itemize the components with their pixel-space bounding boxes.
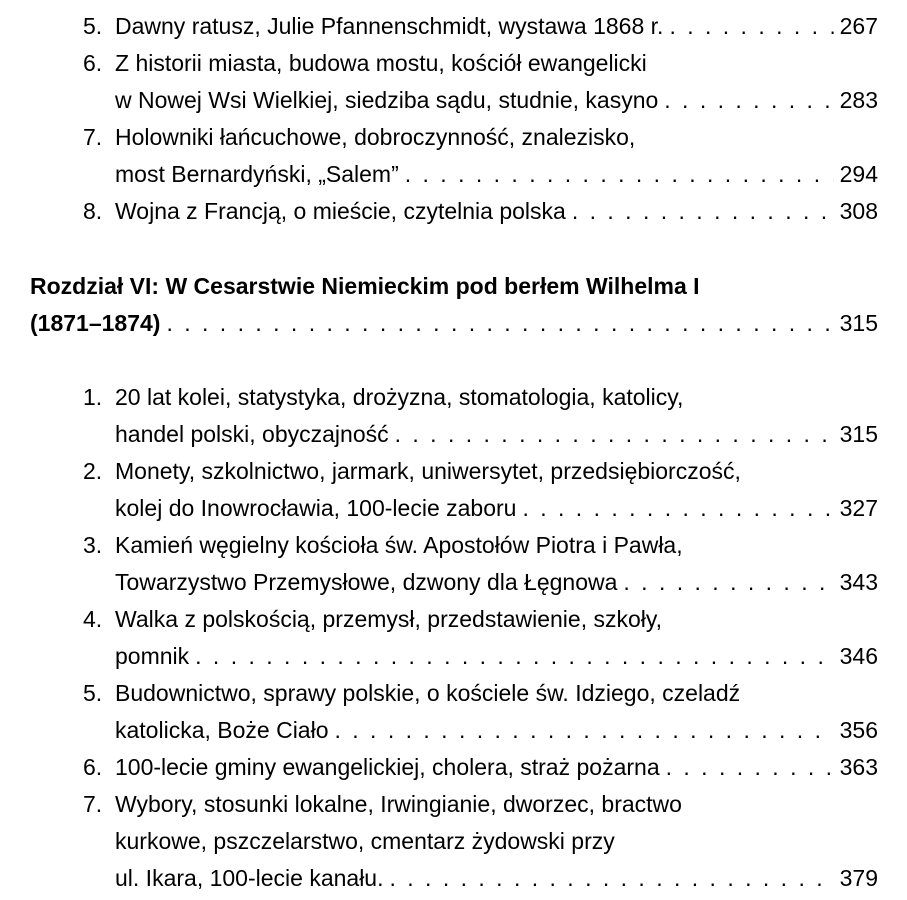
page-number: 308 [839,198,878,224]
chapter-entry-4[interactable] [83,601,878,675]
entry-title-line2: most Bernardyński, „Salem” [115,161,399,187]
chapter-heading[interactable] [30,268,878,342]
toc-entry-6[interactable] [83,45,878,119]
chapter-entry-2[interactable] [83,453,878,527]
toc-entry-8[interactable] [83,193,878,230]
entry-number: 7. [83,124,103,150]
chapter-entry-7[interactable] [83,786,878,897]
page-number: 363 [839,754,878,780]
page-number: 267 [839,13,878,39]
entry-title-line1: 20 lat kolei, statystyka, drożyzna, stomatologia, katolicy, [115,384,684,410]
entry-title-line1: Walka z polskością, przemysł, przedstawienie, szkoły, [115,606,663,632]
toc-entry-5[interactable] [83,8,878,45]
entry-title-line1: Monety, szkolnictwo, jarmark, uniwersytet, przedsiębiorczość, [115,458,741,484]
entry-title-line2: kurkowe, pszczelarstwo, cmentarz żydowski przy [115,828,615,854]
toc-entry-7[interactable] [83,119,878,193]
entry-number: 3. [83,532,103,558]
dot-leader [623,564,833,601]
page-number: 346 [839,643,878,669]
page-number: 315 [839,310,878,336]
entry-number: 1. [83,384,103,410]
entry-title-line2: pomnik [115,643,190,669]
page-number: 283 [839,87,878,113]
entry-title: 100-lecie gminy ewangelickiej, cholera, straż pożarna [115,754,660,780]
entry-title-line2: handel polski, obyczajność [115,421,389,447]
entry-number: 8. [83,198,103,224]
page-number: 379 [839,865,878,891]
entry-title-line1: Kamień węgielny kościoła św. Apostołów Piotra i Pawła, [115,532,683,558]
chapter-title-line2: (1871–1874) [30,310,161,336]
entry-title-line2: Towarzystwo Przemysłowe, dzwony dla Łęgnowa [115,569,618,595]
chapter-entry-1[interactable] [83,379,878,453]
entry-title-line1: Wybory, stosunki lokalne, Irwingianie, dworzec, bractwo [115,791,682,817]
chapter-entry-6[interactable] [83,749,878,786]
dot-leader [572,193,834,230]
page-number: 294 [839,161,878,187]
entry-title-line2: w Nowej Wsi Wielkiej, siedziba sądu, studnie, kasyno [115,87,659,113]
page-number: 343 [839,569,878,595]
page-number: 327 [839,495,878,521]
chapter-title-line1: Rozdział VI: W Cesarstwie Niemieckim pod berłem Wilhelma I [30,273,700,299]
entry-title-line2: kolej do Inowrocławia, 100-lecie zaboru [115,495,517,521]
chapter-entry-5[interactable] [83,675,878,749]
entry-number: 5. [83,680,103,706]
dot-leader [664,82,833,119]
dot-leader [335,712,834,749]
entry-number: 2. [83,458,103,484]
dot-leader [669,8,833,45]
chapter-entry-3[interactable] [83,527,878,601]
dot-leader [522,490,833,527]
entry-title: Dawny ratusz, Julie Pfannenschmidt, wystawa 1868 r. [115,13,664,39]
entry-number: 6. [83,754,103,780]
entry-number: 5. [83,13,103,39]
entry-title-line3: ul. Ikara, 100-lecie kanału. [115,865,384,891]
entry-number: 7. [83,791,103,817]
dot-leader [666,749,834,786]
entry-number: 6. [83,50,103,76]
entry-title-line1: Holowniki łańcuchowe, dobroczynność, znalezisko, [115,124,636,150]
dot-leader [395,416,834,453]
page-number: 315 [839,421,878,447]
dot-leader [390,860,834,897]
entry-number: 4. [83,606,103,632]
entry-title-line1: Z historii miasta, budowa mostu, kościół ewangelicki [115,50,647,76]
dot-leader [405,156,834,193]
dot-leader [166,305,833,342]
dot-leader [195,638,833,675]
entry-title: Wojna z Francją, o mieście, czytelnia polska [115,198,566,224]
entry-title-line1: Budownictwo, sprawy polskie, o kościele św. Idziego, czeladź [115,680,741,706]
page-number: 356 [839,717,878,743]
entry-title-line2: katolicka, Boże Ciało [115,717,329,743]
